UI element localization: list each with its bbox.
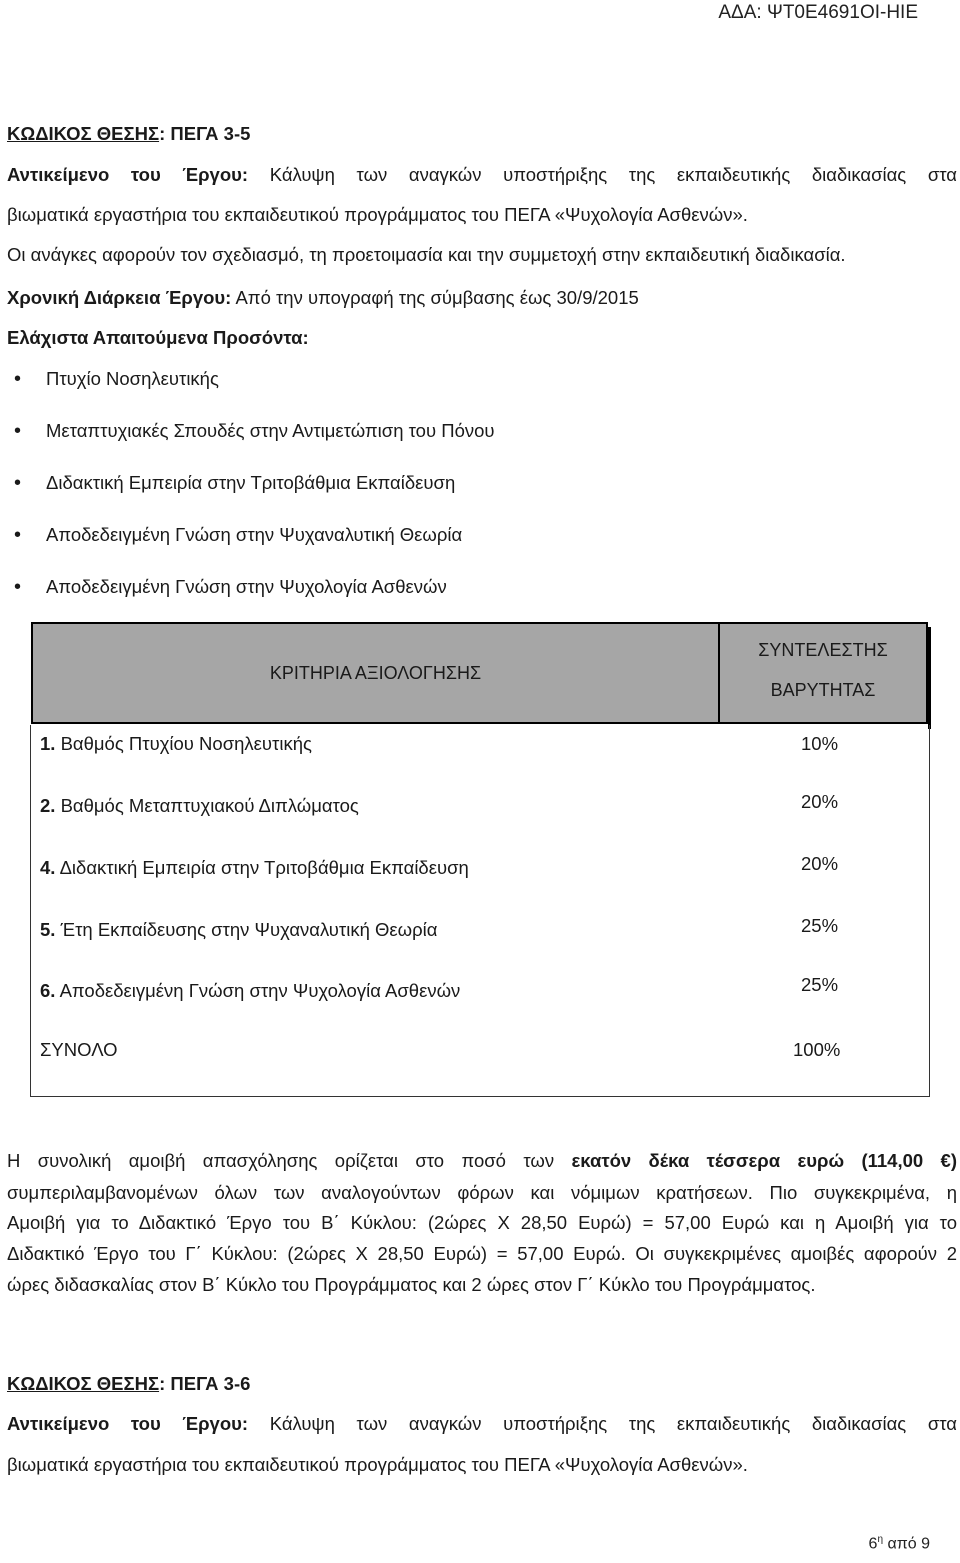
- criterion-label: 1. Βαθμός Πτυχίου Νοσηλευτικής: [40, 733, 312, 754]
- bullet-icon: •: [14, 368, 22, 390]
- object-label: Αντικείμενο του Έργου:: [7, 1413, 249, 1434]
- pay-line-1: [7, 1148, 957, 1174]
- criterion-label: 6. Αποδεδειγμένη Γνώση στην Ψυχολογία Ασθενών: [40, 980, 461, 1001]
- header-criteria: ΚΡΙΤΗΡΙΑ ΑΞΙΟΛΟΓΗΣΗΣ: [269, 662, 482, 683]
- pay-line-4: Διδακτικό Έργο του Γ΄ Κύκλου: (2ώρες Χ 28,50 Ευρώ) = 57,00 Ευρώ. Οι συγκεκριμένες αμοιβές αφορούν 2: [7, 1243, 957, 1264]
- header-shadow: [928, 627, 931, 729]
- position-code-label: ΚΩΔΙΚΟΣ ΘΕΣΗΣ: [7, 123, 160, 144]
- quals-heading: Ελάχιστα Απαιτούμενα Προσόντα:: [7, 327, 309, 348]
- total-label: ΣΥΝΟΛΟ: [40, 1039, 118, 1060]
- header-weight-line-2: ΒΑΡΥΤΗΤΑΣ: [770, 680, 876, 700]
- position-code-label: ΚΩΔΙΚΟΣ ΘΕΣΗΣ: [7, 1373, 160, 1394]
- object-text-1: Κάλυψη των αναγκών υποστήριξης της εκπαιδευτικής διαδικασίας στα: [269, 1413, 958, 1434]
- criterion-label: 2. Βαθμός Μεταπτυχιακού Διπλώματος: [40, 795, 359, 816]
- bullet-icon: •: [14, 576, 22, 598]
- criterion-weight: 20%: [801, 853, 839, 874]
- pay-text-1: Η συνολική αμοιβή απασχόλησης ορίζεται στο ποσό των: [7, 1150, 555, 1171]
- qual-item: Μεταπτυχιακές Σπουδές στην Αντιμετώπιση του Πόνου: [46, 420, 495, 441]
- object-line-1: [7, 162, 957, 188]
- qual-item: Αποδεδειγμένη Γνώση στην Ψυχαναλυτική Θεωρία: [46, 524, 463, 545]
- duration-label: Χρονική Διάρκεια Έργου:: [7, 287, 232, 308]
- pay-line-3: Αμοιβή για το Διδακτικό Έργο του Β΄ Κύκλου: (2ώρες Χ 28,50 Ευρώ) = 57,00 Ευρώ και η Αμοιβή για το: [7, 1212, 957, 1233]
- object-line-2: βιωματικά εργαστήρια του εκπαιδευτικού προγράμματος του ΠΕΓΑ «Ψυχολογία Ασθενών».: [7, 204, 748, 225]
- position-code: [7, 121, 250, 147]
- bullet-icon: •: [14, 420, 22, 442]
- ada-header: ΑΔΑ: ΨΤ0Ε4691ΟΙ-ΗΙΕ: [718, 2, 918, 23]
- position-code-value: : ΠΕΓΑ 3-5: [159, 123, 251, 144]
- page-number: $6^\eta$ από 9: [868, 1534, 930, 1553]
- duration-text: Από την υπογραφή της σύμβασης έως 30/9/2015: [235, 287, 639, 308]
- table-body: [30, 725, 930, 1097]
- object-text-1: Κάλυψη των αναγκών υποστήριξης της εκπαιδευτικής διαδικασίας στα: [269, 164, 958, 185]
- position-code-value: : ΠΕΓΑ 3-6: [159, 1373, 251, 1394]
- table-header: [31, 622, 928, 724]
- position-code-2: [7, 1371, 250, 1397]
- object-label: Αντικείμενο του Έργου:: [7, 164, 249, 185]
- criterion-weight: 10%: [801, 733, 839, 754]
- qual-item: Πτυχίο Νοσηλευτικής: [46, 368, 219, 389]
- criteria-table: [30, 622, 932, 1097]
- object-line-1-p2: [7, 1411, 957, 1437]
- total-value: 100%: [793, 1039, 841, 1060]
- duration-line: [7, 285, 639, 311]
- header-weight-line-1: ΣΥΝΤΕΛΕΣΤΗΣ: [758, 640, 888, 660]
- criterion-weight: 25%: [801, 915, 839, 936]
- header-weight: [720, 630, 926, 710]
- qual-item: Διδακτική Εμπειρία στην Τριτοβάθμια Εκπαίδευση: [46, 472, 456, 493]
- pay-amount: εκατόν δέκα τέσσερα ευρώ (114,00 €): [571, 1150, 958, 1171]
- criterion-weight: 25%: [801, 974, 839, 995]
- object-line-2-p2: βιωματικά εργαστήρια του εκπαιδευτικού προγράμματος του ΠΕΓΑ «Ψυχολογία Ασθενών».: [7, 1454, 748, 1475]
- criterion-label: 4. Διδακτική Εμπειρία στην Τριτοβάθμια Εκπαίδευση: [40, 857, 469, 878]
- pay-line-2: συμπεριλαμβανομένων όλων των αναλογούντων φόρων και νόμιμων κρατήσεων. Πιο συγκεκριμένα, η: [7, 1182, 957, 1203]
- bullet-icon: •: [14, 524, 22, 546]
- pay-line-5: ώρες διδασκαλίας στον Β΄ Κύκλο του Προγράμματος και 2 ώρες στον Γ΄ Κύκλο του Προγράμματος.: [7, 1274, 816, 1295]
- object-line-3: Οι ανάγκες αφορούν τον σχεδιασμό, τη προετοιμασία και την συμμετοχή στην εκπαιδευτική διαδικασία.: [7, 244, 846, 265]
- criterion-label: 5. Έτη Εκπαίδευσης στην Ψυχαναλυτική Θεωρία: [40, 919, 438, 940]
- criterion-weight: 20%: [801, 791, 839, 812]
- bullet-icon: •: [14, 472, 22, 494]
- qual-item: Αποδεδειγμένη Γνώση στην Ψυχολογία Ασθενών: [46, 576, 447, 597]
